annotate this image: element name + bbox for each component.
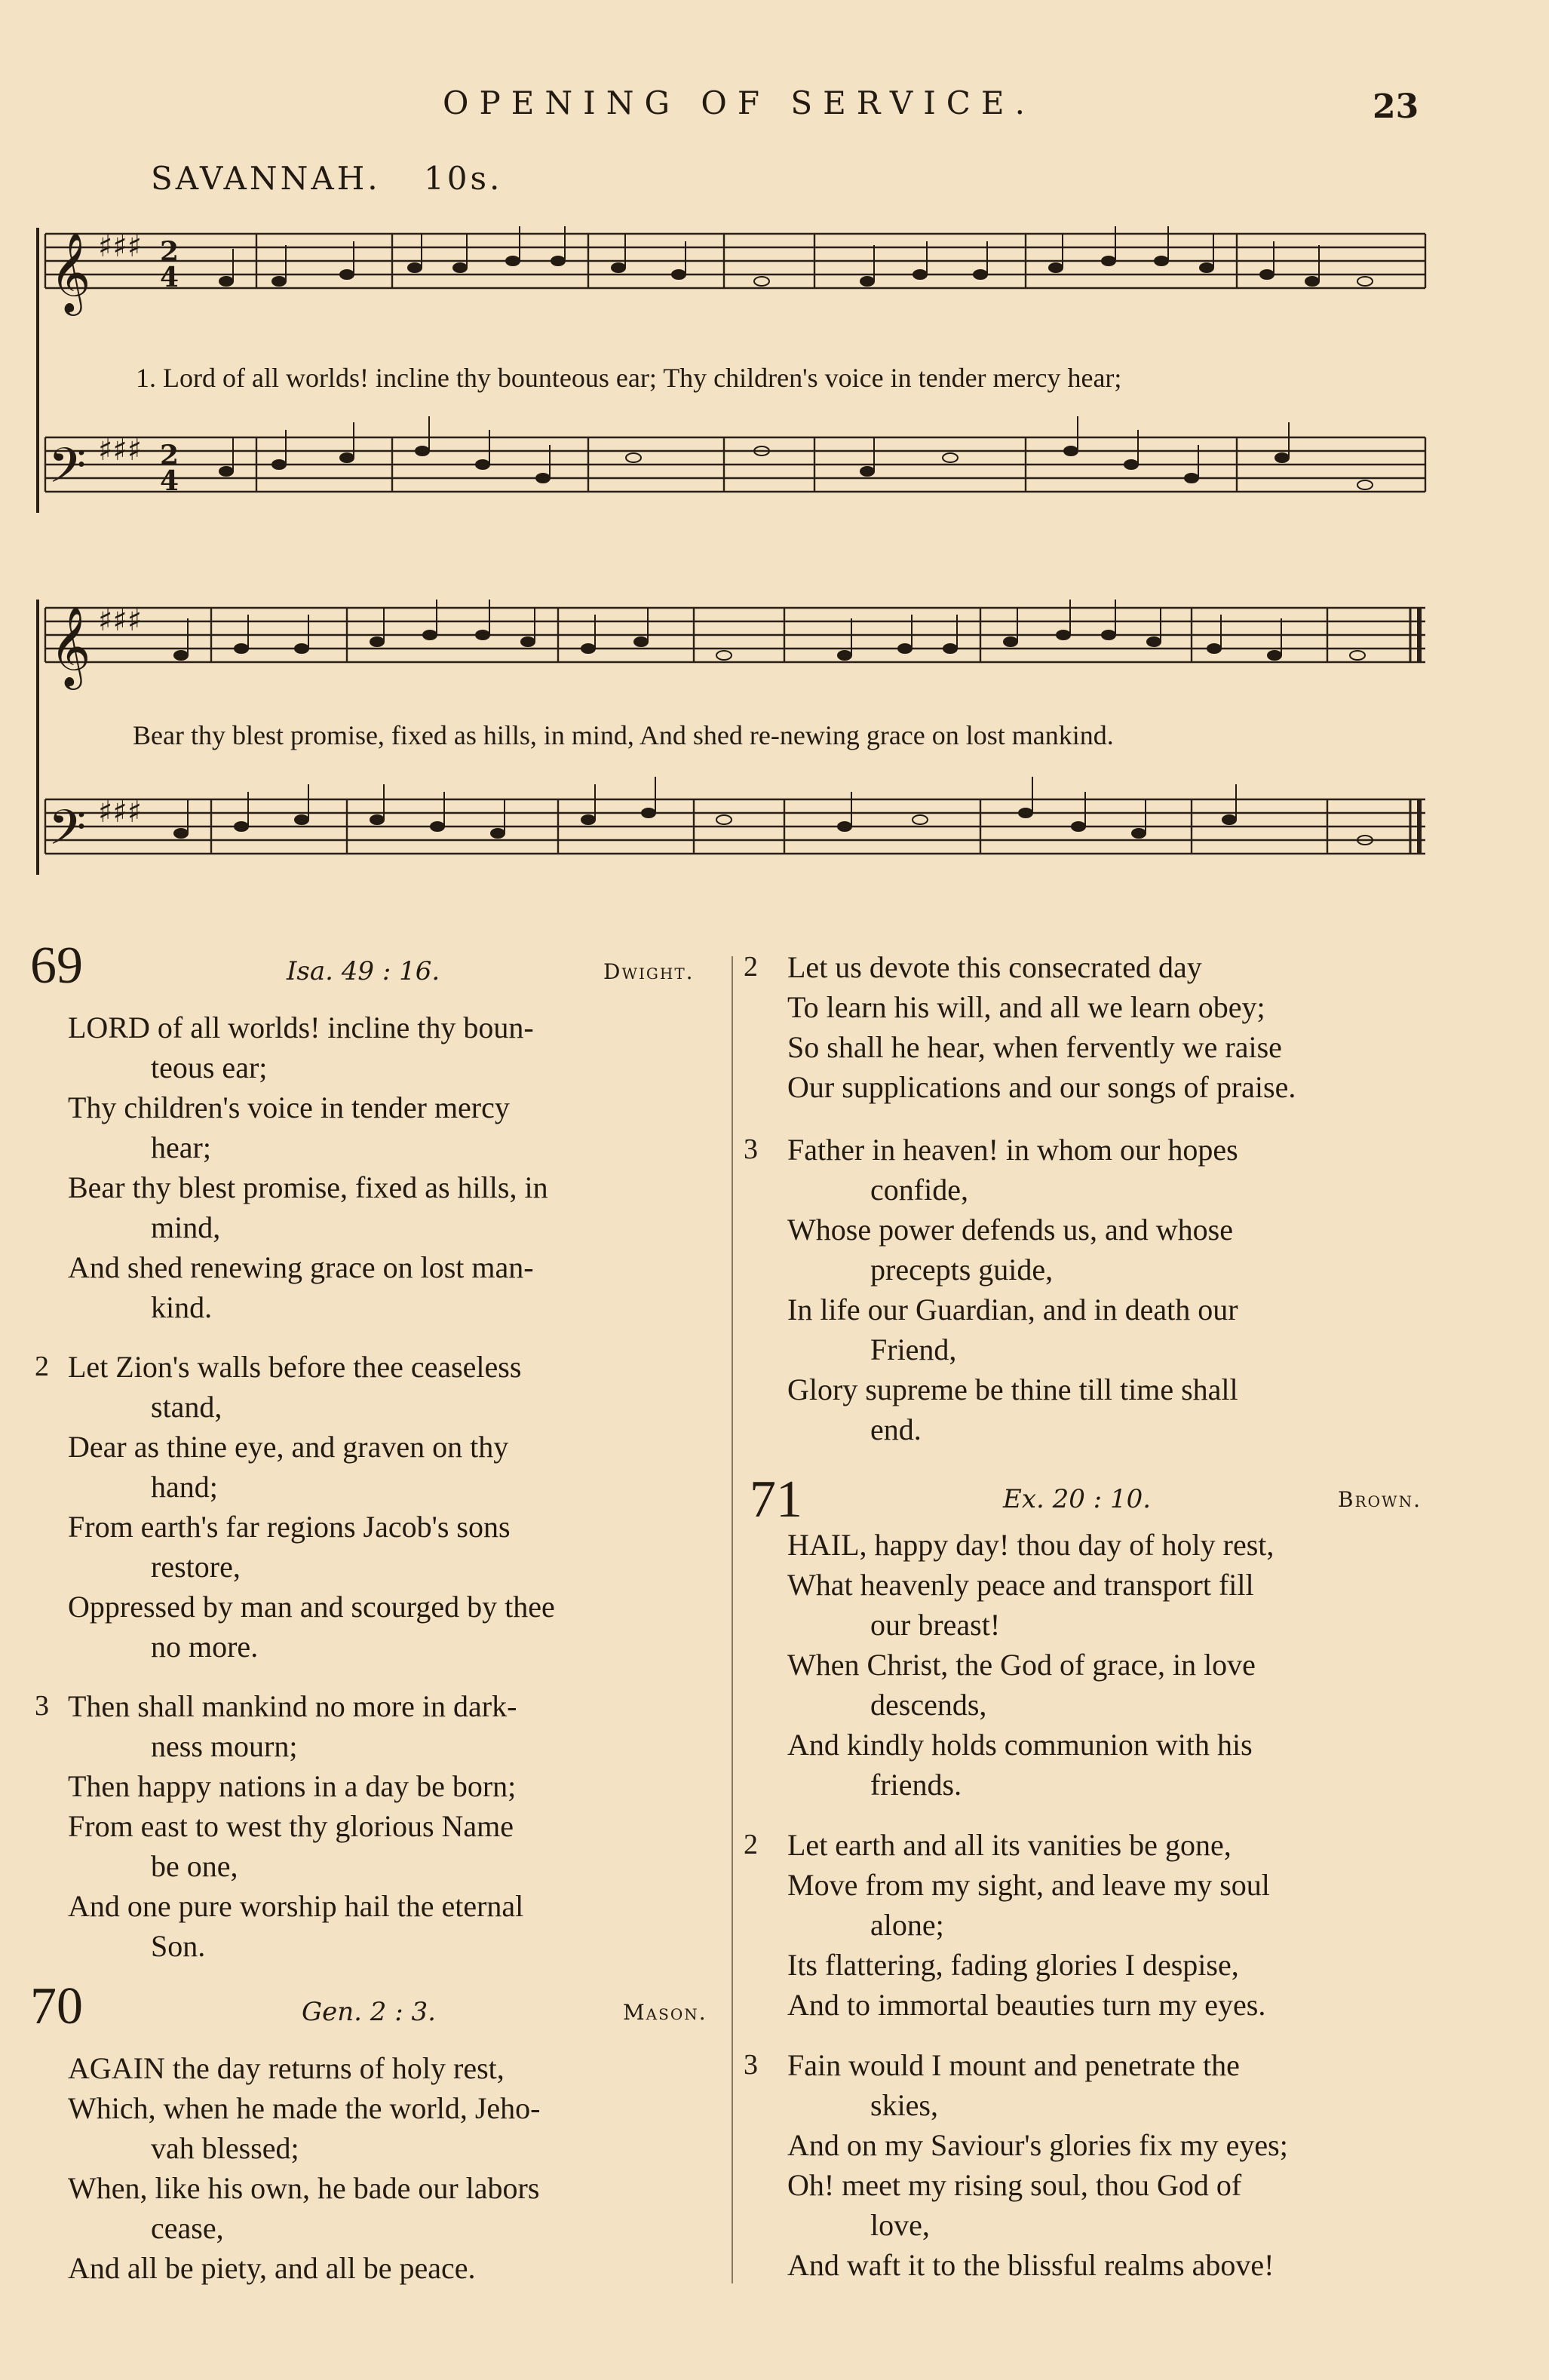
verse-number: 2 bbox=[744, 951, 758, 983]
svg-text:2: 2 bbox=[160, 236, 179, 268]
page-number: 23 bbox=[1373, 87, 1419, 126]
treble-staff-1 bbox=[45, 234, 1425, 288]
hymn-number: 70 bbox=[30, 1977, 83, 2035]
svg-text:♯♯♯: ♯♯♯ bbox=[98, 603, 143, 638]
verse-number: 2 bbox=[744, 1829, 758, 1860]
verse-line: hand; bbox=[151, 1470, 218, 1504]
verse-line: And all be piety, and all be peace. bbox=[68, 2251, 476, 2285]
notes-row-4 bbox=[174, 777, 1373, 845]
verse-line: Whose power defends us, and whose bbox=[787, 1213, 1233, 1247]
verse-line: From earth's far regions Jacob's sons bbox=[68, 1510, 511, 1544]
tune-name: SAVANNAH. bbox=[151, 160, 381, 197]
verse-line: To learn his will, and all we learn obey; bbox=[787, 990, 1265, 1024]
verse-line: And on my Saviour's glories fix my eyes; bbox=[787, 2128, 1288, 2162]
verse-line: Son. bbox=[151, 1929, 206, 1963]
verse-line: restore, bbox=[151, 1550, 241, 1584]
svg-text:4: 4 bbox=[160, 262, 179, 293]
hymn-verse bbox=[35, 1347, 732, 1667]
hymn-reference: Ex. 20 : 10. bbox=[1003, 1484, 1152, 1514]
verse-number: 2 bbox=[35, 1351, 49, 1382]
hymn-verse bbox=[744, 1130, 1433, 1449]
svg-text:♯♯♯: ♯♯♯ bbox=[98, 433, 143, 468]
treble-clef-icon: 𝄞 bbox=[50, 232, 91, 312]
verse-line: Dear as thine eye, and graven on thy bbox=[68, 1430, 509, 1464]
hymn-author: Mason. bbox=[623, 2000, 707, 2025]
tune-meter: 10s. bbox=[424, 160, 503, 197]
verse-line: LORD of all worlds! incline thy boun- bbox=[68, 1011, 534, 1044]
verse-line: And shed renewing grace on lost man- bbox=[68, 1250, 534, 1284]
hymn-verse bbox=[754, 1525, 1433, 1805]
verse-number: 3 bbox=[744, 1133, 758, 1165]
verse-line: no more. bbox=[151, 1630, 259, 1664]
notes bbox=[174, 226, 1373, 845]
column-divider bbox=[732, 956, 733, 2283]
verse-line: Then happy nations in a day be born; bbox=[68, 1769, 517, 1803]
verse-line: Let Zion's walls before thee ceaseless bbox=[68, 1350, 522, 1384]
hymn-reference: Gen. 2 : 3. bbox=[302, 1997, 436, 2027]
verse-line: HAIL, happy day! thou day of holy rest, bbox=[787, 1528, 1274, 1562]
hymn-number: 71 bbox=[750, 1471, 802, 1529]
music-score bbox=[0, 0, 1549, 905]
verse-line: friends. bbox=[870, 1768, 962, 1802]
svg-text:4: 4 bbox=[160, 465, 179, 497]
verse-line: And waft it to the blissful realms above! bbox=[787, 2248, 1274, 2282]
verse-line: ness mourn; bbox=[151, 1729, 298, 1763]
verse-line: love, bbox=[870, 2208, 930, 2242]
verse-line: Oh! meet my rising soul, thou God of bbox=[787, 2168, 1242, 2202]
hymn-verse bbox=[68, 2048, 732, 2288]
verse-line: stand, bbox=[151, 1390, 222, 1424]
verse-line: Father in heaven! in whom our hopes bbox=[787, 1133, 1238, 1167]
verse-line: When Christ, the God of grace, in love bbox=[787, 1648, 1256, 1682]
svg-text:♯♯♯: ♯♯♯ bbox=[98, 795, 143, 830]
verse-line: In life our Guardian, and in death our bbox=[787, 1293, 1238, 1326]
verse-line: AGAIN the day returns of holy rest, bbox=[68, 2051, 505, 2085]
verse-line: confide, bbox=[870, 1173, 968, 1207]
hymn-verse bbox=[35, 1686, 732, 1966]
verse-line: And kindly holds communion with his bbox=[787, 1728, 1253, 1762]
hymn-author: Brown. bbox=[1338, 1487, 1422, 1512]
verse-line: So shall he hear, when fervently we raise bbox=[787, 1030, 1282, 1064]
hymn-verse bbox=[744, 1825, 1433, 2025]
bass-staff-2 bbox=[45, 799, 1425, 854]
treble-staff-2 bbox=[45, 608, 1425, 662]
verse-line: Then shall mankind no more in dark- bbox=[68, 1689, 517, 1723]
svg-text:♯♯♯: ♯♯♯ bbox=[98, 229, 143, 264]
music-lyric-line-1: 1. Lord of all worlds! incline thy bounteous ear; Thy children's voice in tender mercy hear; bbox=[136, 363, 1122, 393]
verse-line: alone; bbox=[870, 1908, 944, 1942]
music-lyric-line-2: Bear thy blest promise, fixed as hills, in mind, And shed re-newing grace on lost mankind. bbox=[133, 720, 1114, 750]
verse-line: And to immortal beauties turn my eyes. bbox=[787, 1988, 1266, 2022]
hymn-verse bbox=[744, 947, 1433, 1107]
verse-line: mind, bbox=[151, 1210, 221, 1244]
svg-text:2: 2 bbox=[160, 440, 179, 471]
verse-line: teous ear; bbox=[151, 1050, 268, 1084]
verse-line: And one pure worship hail the eternal bbox=[68, 1889, 524, 1923]
treble-clef-icon: 𝄞 bbox=[50, 606, 91, 686]
hymn-number: 69 bbox=[30, 937, 83, 995]
bass-staff-1 bbox=[45, 437, 1425, 492]
verse-line: end. bbox=[870, 1412, 922, 1446]
verse-line: Thy children's voice in tender mercy bbox=[68, 1090, 510, 1124]
verse-line: Which, when he made the world, Jeho- bbox=[68, 2091, 541, 2125]
verse-line: descends, bbox=[870, 1688, 987, 1722]
verse-line: our breast! bbox=[870, 1608, 1001, 1642]
hymn-reference: Isa. 49 : 16. bbox=[287, 956, 440, 986]
verse-line: Friend, bbox=[870, 1333, 957, 1366]
bass-clef-icon: 𝄢 bbox=[48, 438, 87, 506]
verse-line: Glory supreme be thine till time shall bbox=[787, 1372, 1238, 1406]
verse-line: Let earth and all its vanities be gone, bbox=[787, 1828, 1232, 1862]
verse-line: Fain would I mount and penetrate the bbox=[787, 2048, 1240, 2082]
bass-clef-icon: 𝄢 bbox=[48, 800, 87, 868]
verse-line: hear; bbox=[151, 1130, 211, 1164]
verse-number: 3 bbox=[744, 2049, 758, 2081]
verse-line: Its flattering, fading glories I despise, bbox=[787, 1948, 1239, 1982]
hymn-verse bbox=[744, 2045, 1433, 2285]
verse-line: Bear thy blest promise, fixed as hills, in bbox=[68, 1170, 548, 1204]
verse-line: Move from my sight, and leave my soul bbox=[787, 1868, 1270, 1902]
verse-line: cease, bbox=[151, 2211, 224, 2245]
verse-line: When, like his own, he bade our labors bbox=[68, 2171, 540, 2205]
verse-line: Let us devote this consecrated day bbox=[787, 950, 1202, 984]
verse-line: From east to west thy glorious Name bbox=[68, 1809, 514, 1843]
page-header-title: OPENING OF SERVICE. bbox=[443, 84, 1035, 121]
verse-line: Oppressed by man and scourged by thee bbox=[68, 1590, 555, 1624]
verse-line: Our supplications and our songs of praise. bbox=[787, 1070, 1296, 1104]
verse-number: 3 bbox=[35, 1690, 49, 1722]
verse-line: What heavenly peace and transport fill bbox=[787, 1568, 1254, 1602]
verse-line: precepts guide, bbox=[870, 1253, 1054, 1287]
verse-line: vah blessed; bbox=[151, 2131, 299, 2165]
verse-line: kind. bbox=[151, 1290, 213, 1324]
verse-line: skies, bbox=[870, 2088, 938, 2122]
hymn-author: Dwight. bbox=[603, 959, 695, 984]
verse-line: be one, bbox=[151, 1849, 238, 1883]
hymn-verse bbox=[68, 1008, 732, 1327]
